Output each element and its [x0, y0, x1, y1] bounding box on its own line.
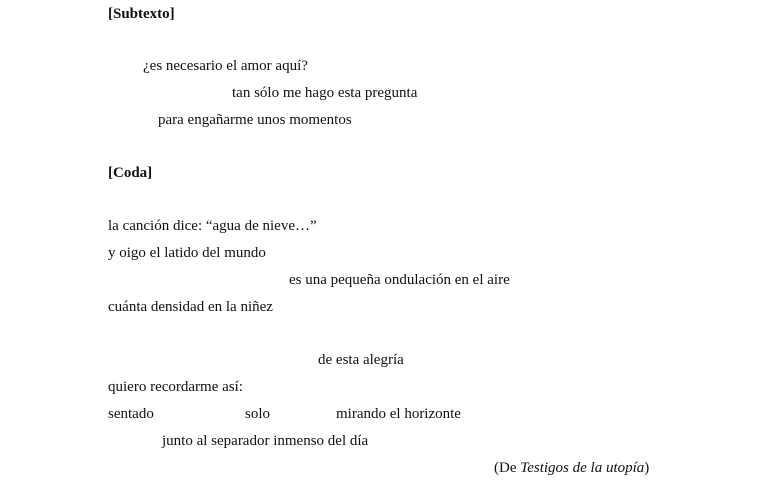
- section-heading-coda: [Coda]: [108, 165, 153, 181]
- section-heading-subtexto: [Subtexto]: [108, 6, 175, 22]
- poem-line: y oigo el latido del mundo: [108, 245, 266, 261]
- poem-word-solo: solo: [245, 406, 271, 422]
- poem-line: junto al separador inmenso del día: [162, 433, 369, 449]
- source-suffix: ): [644, 460, 650, 476]
- poem-word-sentado: sentado: [108, 406, 154, 422]
- source-citation: [494, 459, 649, 477]
- poem-line: quiero recordarme así:: [108, 379, 243, 395]
- poem-line: es una pequeña ondulación en el aire: [289, 272, 510, 288]
- poem-line: la canción dice: “agua de nieve…”: [108, 218, 317, 234]
- source-prefix: (De: [494, 460, 521, 476]
- poem-line: cuánta densidad en la niñez: [108, 299, 273, 315]
- poem-word-horizonte: mirando el horizonte: [336, 406, 461, 422]
- source-title: Testigos de la utopía: [520, 460, 645, 476]
- poem-line: de esta alegría: [318, 352, 404, 368]
- poem-line: tan sólo me hago esta pregunta: [232, 85, 418, 101]
- poem-line: para engañarme unos momentos: [158, 112, 352, 128]
- poem-line: ¿es necesario el amor aquí?: [143, 58, 308, 74]
